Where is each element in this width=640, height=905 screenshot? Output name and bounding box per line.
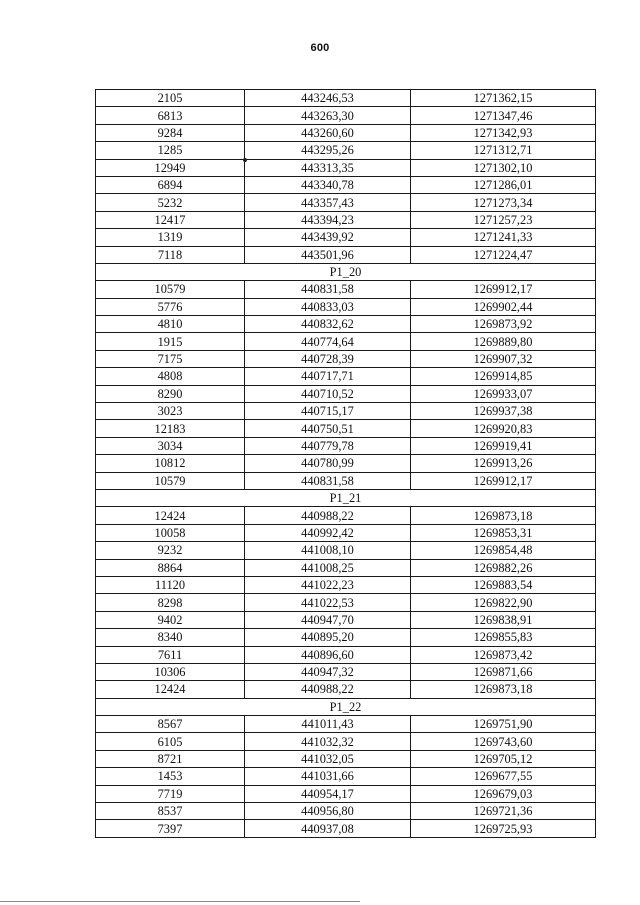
y-coordinate-cell: 1269883,54: [411, 576, 596, 593]
point-number-cell: 10579: [96, 281, 245, 298]
y-coordinate-cell: 1269882,26: [411, 559, 596, 576]
x-coordinate-cell: 440988,22: [245, 681, 411, 698]
x-coordinate-cell: 440710,52: [245, 385, 411, 402]
y-coordinate-cell: 1269751,90: [411, 716, 596, 733]
y-coordinate-cell: 1269677,55: [411, 768, 596, 785]
table-row: [96, 124, 596, 141]
point-number-cell: 10579: [96, 472, 245, 489]
table-row: [96, 176, 596, 193]
x-coordinate-cell: 441011,43: [245, 716, 411, 733]
y-coordinate-cell: 1269721,36: [411, 803, 596, 820]
scan-bottom-rule: [0, 901, 360, 902]
y-coordinate-cell: 1269743,60: [411, 733, 596, 750]
point-number-cell: 7175: [96, 350, 245, 367]
y-coordinate-cell: 1271362,15: [411, 90, 596, 107]
y-coordinate-cell: 1269889,80: [411, 333, 596, 350]
y-coordinate-cell: 1271347,46: [411, 107, 596, 124]
point-number-cell: 8721: [96, 750, 245, 767]
table-row: [96, 281, 596, 298]
x-coordinate-cell: 440988,22: [245, 507, 411, 524]
x-coordinate-cell: 440937,08: [245, 820, 411, 837]
x-coordinate-cell: 443439,92: [245, 229, 411, 246]
point-number-cell: 10306: [96, 663, 245, 680]
table-row: [96, 663, 596, 680]
table-row: [96, 646, 596, 663]
point-number-cell: 8340: [96, 629, 245, 646]
y-coordinate-cell: 1269937,38: [411, 403, 596, 420]
x-coordinate-cell: 441008,10: [245, 542, 411, 559]
point-number-cell: 4810: [96, 316, 245, 333]
point-number-cell: 1319: [96, 229, 245, 246]
y-coordinate-cell: 1271312,71: [411, 142, 596, 159]
y-coordinate-cell: 1271273,34: [411, 194, 596, 211]
x-coordinate-cell: 440992,42: [245, 524, 411, 541]
y-coordinate-cell: 1271302,10: [411, 159, 596, 176]
table-row: [96, 385, 596, 402]
y-coordinate-cell: 1269914,85: [411, 368, 596, 385]
page-number: 600: [310, 42, 330, 54]
point-number-cell: 12949: [96, 159, 245, 176]
table-row: [96, 768, 596, 785]
x-coordinate-cell: 443263,30: [245, 107, 411, 124]
table-row: [96, 750, 596, 767]
y-coordinate-cell: 1269912,17: [411, 472, 596, 489]
section-title: P1_22: [96, 698, 596, 715]
x-coordinate-cell: 443357,43: [245, 194, 411, 211]
table-row: [96, 576, 596, 593]
point-number-cell: 10058: [96, 524, 245, 541]
point-number-cell: 9402: [96, 611, 245, 628]
point-number-cell: 1915: [96, 333, 245, 350]
scan-dot-mark: [243, 158, 247, 162]
y-coordinate-cell: 1269873,18: [411, 681, 596, 698]
x-coordinate-cell: 440831,58: [245, 281, 411, 298]
table-row: [96, 333, 596, 350]
x-coordinate-cell: 440947,32: [245, 663, 411, 680]
point-number-cell: 6105: [96, 733, 245, 750]
x-coordinate-cell: 440774,64: [245, 333, 411, 350]
table-row: [96, 298, 596, 315]
x-coordinate-cell: 440715,17: [245, 403, 411, 420]
y-coordinate-cell: 1269725,93: [411, 820, 596, 837]
table-row: [96, 229, 596, 246]
point-number-cell: 2105: [96, 90, 245, 107]
y-coordinate-cell: 1271286,01: [411, 176, 596, 193]
table-row: [96, 420, 596, 437]
y-coordinate-cell: 1269873,92: [411, 316, 596, 333]
point-number-cell: 7719: [96, 785, 245, 802]
x-coordinate-cell: 440833,03: [245, 298, 411, 315]
x-coordinate-cell: 443313,35: [245, 159, 411, 176]
x-coordinate-cell: 440780,99: [245, 455, 411, 472]
section-header-row: [96, 263, 596, 280]
point-number-cell: 12424: [96, 507, 245, 524]
y-coordinate-cell: 1269919,41: [411, 437, 596, 454]
table-row: [96, 142, 596, 159]
y-coordinate-cell: 1269902,44: [411, 298, 596, 315]
coordinates-table-body: [96, 90, 596, 838]
x-coordinate-cell: 440954,17: [245, 785, 411, 802]
y-coordinate-cell: 1269907,32: [411, 350, 596, 367]
table-row: [96, 542, 596, 559]
table-row: [96, 559, 596, 576]
x-coordinate-cell: 440947,70: [245, 611, 411, 628]
x-coordinate-cell: 440956,80: [245, 803, 411, 820]
y-coordinate-cell: 1269913,26: [411, 455, 596, 472]
table-row: [96, 803, 596, 820]
x-coordinate-cell: 443501,96: [245, 246, 411, 263]
point-number-cell: 12183: [96, 420, 245, 437]
y-coordinate-cell: 1271342,93: [411, 124, 596, 141]
point-number-cell: 11120: [96, 576, 245, 593]
point-number-cell: 6813: [96, 107, 245, 124]
table-row: [96, 472, 596, 489]
point-number-cell: 8290: [96, 385, 245, 402]
point-number-cell: 12424: [96, 681, 245, 698]
table-row: [96, 368, 596, 385]
table-row: [96, 194, 596, 211]
point-number-cell: 3034: [96, 437, 245, 454]
table-row: [96, 507, 596, 524]
x-coordinate-cell: 440728,39: [245, 350, 411, 367]
x-coordinate-cell: 443246,53: [245, 90, 411, 107]
x-coordinate-cell: 443340,78: [245, 176, 411, 193]
table-row: [96, 107, 596, 124]
section-header-row: [96, 698, 596, 715]
point-number-cell: 9232: [96, 542, 245, 559]
point-number-cell: 8298: [96, 594, 245, 611]
point-number-cell: 3023: [96, 403, 245, 420]
y-coordinate-cell: 1269838,91: [411, 611, 596, 628]
table-row: [96, 594, 596, 611]
table-row: [96, 403, 596, 420]
coordinates-table: [95, 89, 596, 838]
y-coordinate-cell: 1271224,47: [411, 246, 596, 263]
point-number-cell: 6894: [96, 176, 245, 193]
x-coordinate-cell: 440895,20: [245, 629, 411, 646]
table-row: [96, 785, 596, 802]
point-number-cell: 12417: [96, 211, 245, 228]
point-number-cell: 7397: [96, 820, 245, 837]
point-number-cell: 7611: [96, 646, 245, 663]
point-number-cell: 10812: [96, 455, 245, 472]
y-coordinate-cell: 1269855,83: [411, 629, 596, 646]
x-coordinate-cell: 440832,62: [245, 316, 411, 333]
table-row: [96, 524, 596, 541]
x-coordinate-cell: 443295,26: [245, 142, 411, 159]
x-coordinate-cell: 443394,23: [245, 211, 411, 228]
point-number-cell: 1285: [96, 142, 245, 159]
point-number-cell: 4808: [96, 368, 245, 385]
point-number-cell: 8864: [96, 559, 245, 576]
table-row: [96, 90, 596, 107]
x-coordinate-cell: 441032,05: [245, 750, 411, 767]
x-coordinate-cell: 440717,71: [245, 368, 411, 385]
x-coordinate-cell: 440896,60: [245, 646, 411, 663]
table-row: [96, 437, 596, 454]
y-coordinate-cell: 1269854,48: [411, 542, 596, 559]
y-coordinate-cell: 1269873,18: [411, 507, 596, 524]
table-row: [96, 316, 596, 333]
section-title: P1_21: [96, 489, 596, 506]
y-coordinate-cell: 1269679,03: [411, 785, 596, 802]
table-row: [96, 629, 596, 646]
y-coordinate-cell: 1269912,17: [411, 281, 596, 298]
point-number-cell: 7118: [96, 246, 245, 263]
table-row: [96, 820, 596, 837]
table-row: [96, 350, 596, 367]
table-row: [96, 716, 596, 733]
x-coordinate-cell: 441008,25: [245, 559, 411, 576]
table-row: [96, 246, 596, 263]
x-coordinate-cell: 441031,66: [245, 768, 411, 785]
y-coordinate-cell: 1269920,83: [411, 420, 596, 437]
y-coordinate-cell: 1269871,66: [411, 663, 596, 680]
y-coordinate-cell: 1271257,23: [411, 211, 596, 228]
point-number-cell: 8567: [96, 716, 245, 733]
y-coordinate-cell: 1269873,42: [411, 646, 596, 663]
y-coordinate-cell: 1269933,07: [411, 385, 596, 402]
point-number-cell: 5776: [96, 298, 245, 315]
table-row: [96, 733, 596, 750]
x-coordinate-cell: 440779,78: [245, 437, 411, 454]
table-row: [96, 211, 596, 228]
table-row: [96, 159, 596, 176]
x-coordinate-cell: 441022,23: [245, 576, 411, 593]
y-coordinate-cell: 1269822,90: [411, 594, 596, 611]
section-title: P1_20: [96, 263, 596, 280]
table-row: [96, 611, 596, 628]
y-coordinate-cell: 1269705,12: [411, 750, 596, 767]
point-number-cell: 5232: [96, 194, 245, 211]
point-number-cell: 1453: [96, 768, 245, 785]
point-number-cell: 9284: [96, 124, 245, 141]
table-row: [96, 681, 596, 698]
x-coordinate-cell: 440750,51: [245, 420, 411, 437]
x-coordinate-cell: 440831,58: [245, 472, 411, 489]
x-coordinate-cell: 441022,53: [245, 594, 411, 611]
section-header-row: [96, 489, 596, 506]
x-coordinate-cell: 443260,60: [245, 124, 411, 141]
table-row: [96, 455, 596, 472]
y-coordinate-cell: 1269853,31: [411, 524, 596, 541]
y-coordinate-cell: 1271241,33: [411, 229, 596, 246]
x-coordinate-cell: 441032,32: [245, 733, 411, 750]
point-number-cell: 8537: [96, 803, 245, 820]
